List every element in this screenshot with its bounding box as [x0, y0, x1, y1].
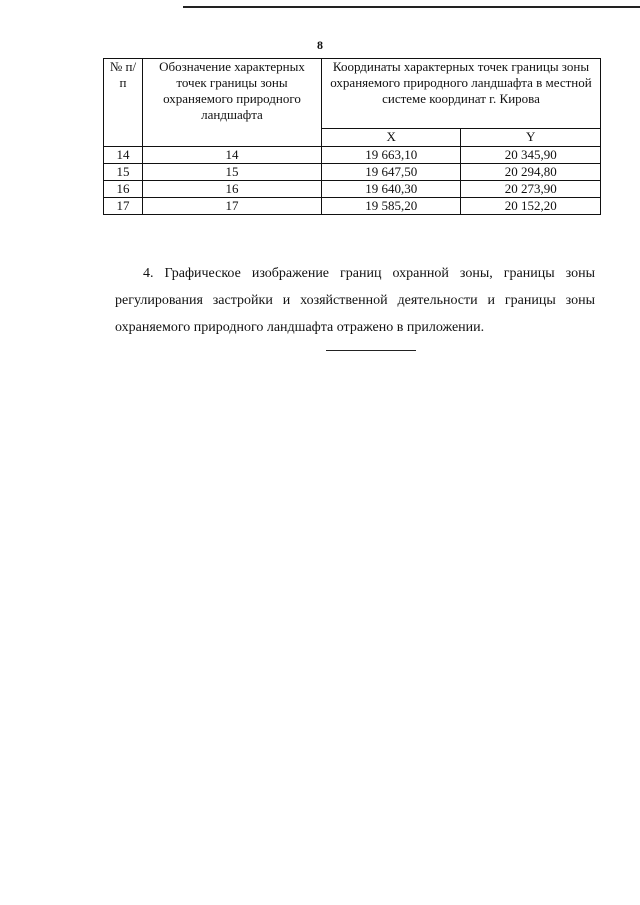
page-number: 8 [317, 38, 323, 52]
header-x: X [322, 129, 461, 147]
cell-x: 19 640,30 [322, 181, 461, 198]
table-row [104, 147, 601, 164]
cell-y: 20 152,20 [461, 198, 601, 215]
cell-number: 14 [104, 147, 143, 164]
table-row [104, 181, 601, 198]
end-rule [326, 350, 416, 351]
cell-x: 19 663,10 [322, 147, 461, 164]
coordinates-table [103, 58, 601, 215]
header-number: № п/п [104, 59, 143, 147]
cell-x: 19 647,50 [322, 164, 461, 181]
table-row [104, 198, 601, 215]
cell-number: 16 [104, 181, 143, 198]
cell-y: 20 294,80 [461, 164, 601, 181]
header-designation: Обозначение характерных точек границы зоны охраняемого природного ландшафта [143, 59, 322, 147]
table-header-row [104, 59, 601, 129]
cell-point: 17 [143, 198, 322, 215]
cell-y: 20 345,90 [461, 147, 601, 164]
cell-number: 17 [104, 198, 143, 215]
cell-point: 14 [143, 147, 322, 164]
cell-number: 15 [104, 164, 143, 181]
header-y: Y [461, 129, 601, 147]
cell-point: 15 [143, 164, 322, 181]
header-coordinates: Координаты характерных точек границы зоны охраняемого природного ландшафта в местной системе координат г. Кирова [322, 59, 601, 129]
cell-point: 16 [143, 181, 322, 198]
top-rule [183, 6, 640, 8]
cell-y: 20 273,90 [461, 181, 601, 198]
body-paragraph: 4. Графическое изображение границ охранной зоны, границы зоны регулирования застройки и хозяйственной деятельности и границы зоны охраняемого природного ландшафта отражено в приложении. [115, 266, 595, 335]
cell-x: 19 585,20 [322, 198, 461, 215]
table-row [104, 164, 601, 181]
